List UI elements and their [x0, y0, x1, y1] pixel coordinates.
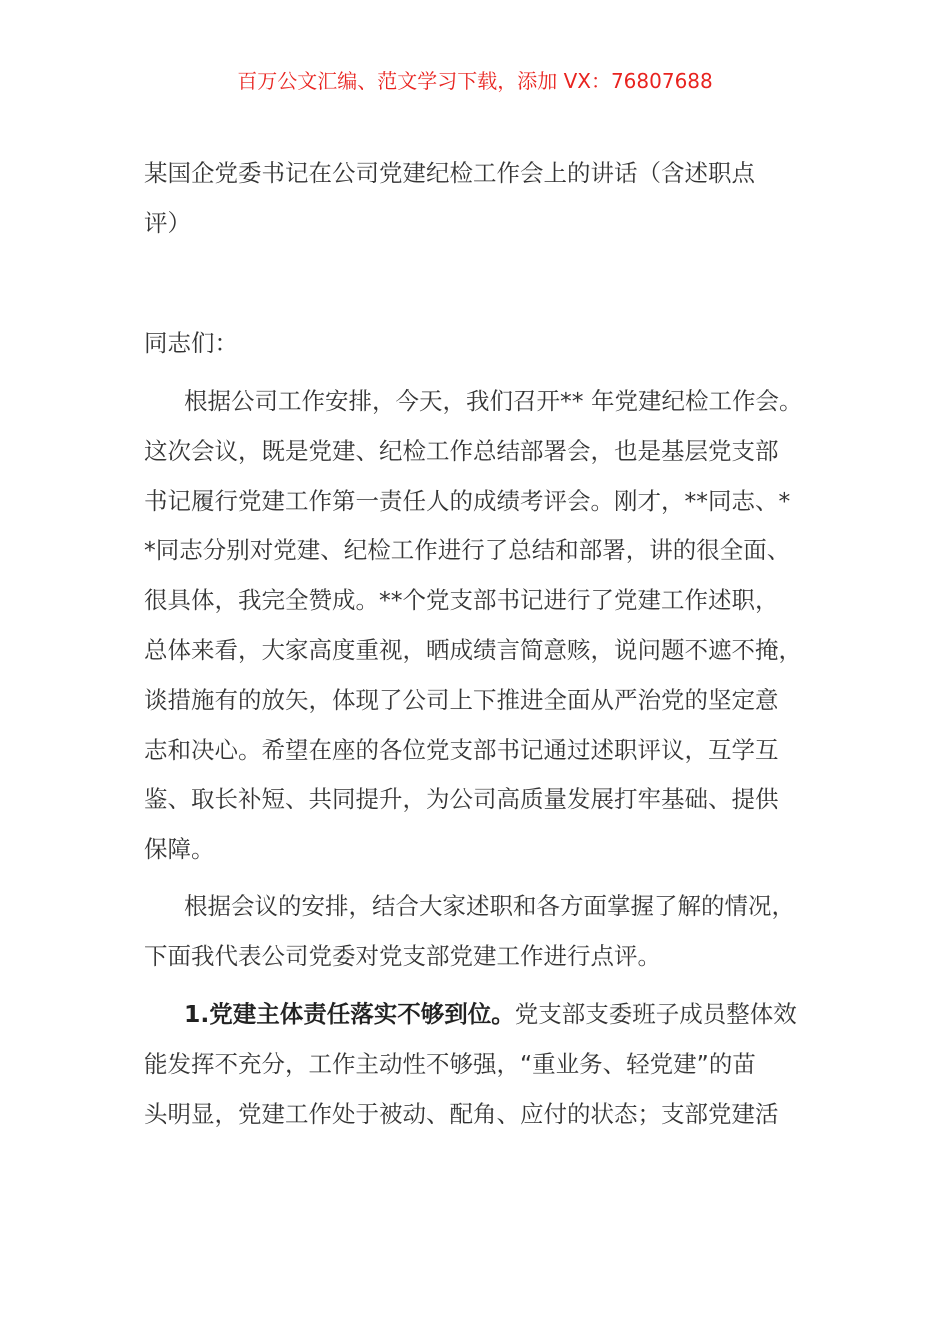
text-line: 这次会议，既是党建、纪检工作总结部署会，也是基层党支部 [144, 436, 779, 465]
text-line: 根据会议的安排，结合大家述职和各方面掌握了解的情况， [184, 892, 795, 920]
title-line: 评） [144, 208, 191, 237]
text-line: 头明显，党建工作处于被动、配角、应付的状态；支部党建活 [144, 1099, 779, 1128]
paragraph-2 [144, 882, 844, 982]
text-line [144, 990, 844, 1040]
watermark-header: 百万公文汇编、范文学习下载，添加 VX：76807688 [237, 69, 713, 93]
document-title [144, 149, 844, 249]
paragraph-3 [144, 990, 844, 1139]
text-line: 能发挥不充分，工作主动性不够强，“重业务、轻党建”的苗 [144, 1049, 756, 1078]
text-line: 总体来看，大家高度重视，晒成绩言简意赅，说问题不遮不掩， [144, 635, 802, 664]
text-line: 下面我代表公司党委对党支部党建工作进行点评。 [144, 941, 661, 970]
title-line: 某国企党委书记在公司党建纪检工作会上的讲话（含述职点 [144, 159, 755, 187]
paragraph-1 [144, 377, 844, 875]
text-line: 志和决心。希望在座的各位党支部书记通过述职评议，互学互 [144, 735, 779, 764]
text-line: *同志分别对党建、纪检工作进行了总结和部署，讲的很全面、 [144, 536, 791, 565]
text-line: 谈措施有的放矢，体现了公司上下推进全面从严治党的坚定意 [144, 685, 779, 714]
text-line: 书记履行党建工作第一责任人的成绩考评会。刚才，**同志、* [144, 486, 791, 515]
text-line: 很具体，我完全赞成。**个党支部书记进行了党建工作述职， [144, 586, 779, 615]
salutation: 同志们： [144, 329, 238, 357]
text-line: 根据公司工作安排，今天，我们召开** 年党建纪检工作会。 [184, 387, 803, 415]
text-fragment: 党支部支委班子成员整体效 [514, 1000, 797, 1028]
text-line: 鉴、取长补短、共同提升，为公司高质量发展打牢基础、提供 [144, 785, 779, 814]
text-line: 保障。 [144, 835, 215, 864]
section-heading: 1.党建主体责任落实不够到位。 [184, 1000, 515, 1028]
